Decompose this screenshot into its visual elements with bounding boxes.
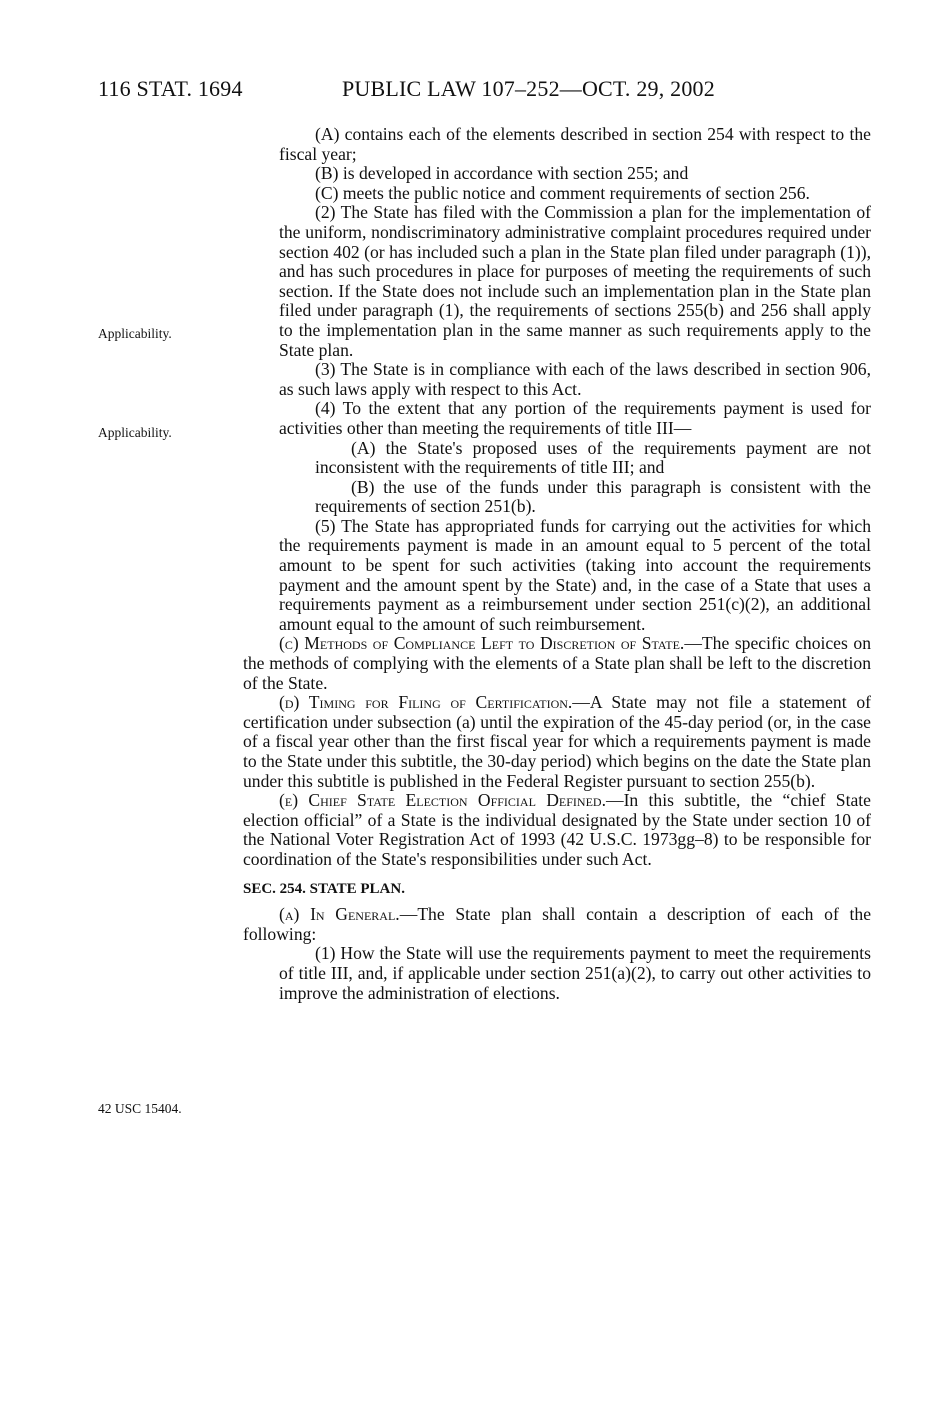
margin-note-applicability-2: Applicability. xyxy=(98,425,172,440)
statute-body xyxy=(243,125,871,1003)
margin-note-usc: 42 USC 15404. xyxy=(98,1101,182,1116)
section-254-heading: SEC. 254. STATE PLAN. xyxy=(243,880,405,897)
paragraph-a-contains: (A) contains each of the elements described in section 254 with respect to the fiscal year; xyxy=(279,124,871,164)
paragraph-a1-use-of-payment: (1) How the State will use the requirements payment to meet the requirements of title III, and, if applicable under section 251(a)(2), to carry out other activities to improve the administration of elections. xyxy=(279,943,871,1003)
paragraph-2-complaint-procedures: (2) The State has filed with the Commission a plan for the implementation of the uniform, nondiscriminatory administrative complaint procedures required under section 402 (or has included such a plan in the State plan filed under paragraph (1)), and has such procedures in place for purposes of meeting the requirements of such section. If the State does not include such an implementation plan in the State plan filed under paragraph (1), the requirements of sections 255(b) and 256 shall apply to the implementation plan in the same manner as such requirements apply to the State plan. xyxy=(279,202,871,360)
paragraph-3-compliance: (3) The State is in compliance with each of the laws described in section 906, as such laws apply with respect to this Act. xyxy=(279,359,871,399)
subsection-e-text: In this subtitle, the “chief State election official” of a State is the individual designated by the State under section 10 of the National Voter Registration Act of 1993 (42 U.S.C. 1973gg–8) to be responsible for coordination of the State's responsibilities under such Act. xyxy=(243,790,871,869)
subsection-d-text: A State may not file a statement of certification under subsection (a) until the expiration of the 45-day period (or, in the case of a fiscal year other than the first fiscal year for which a requirements payment is made to the State under this subtitle, the 30-day period) which begins on the date the State plan under this subtitle is published in the Federal Register pursuant to section 255(b). xyxy=(243,692,871,791)
paragraph-4-other-activities: (4) To the extent that any portion of the requirements payment is used for activities other than meeting the requirements of title III— xyxy=(279,398,871,438)
subsection-a xyxy=(243,905,871,944)
subsection-c-heading: (c) Methods of Compliance Left to Discretion of State.— xyxy=(279,633,702,654)
subsection-a-heading: (a) In General.— xyxy=(279,904,418,925)
margin-note-applicability-1: Applicability. xyxy=(98,326,172,341)
subsection-d xyxy=(243,693,871,791)
paragraph-4a-proposed-uses: (A) the State's proposed uses of the requirements payment are not inconsistent with the requirements of title III; and xyxy=(315,437,871,478)
paragraph-b-developed: (B) is developed in accordance with section 255; and xyxy=(315,163,689,184)
subsection-c-text: The specific choices on the methods of complying with the elements of a State plan shall be left to the discretion of the State. xyxy=(243,633,871,693)
stat-page-number: 116 STAT. 1694 xyxy=(98,76,243,101)
paragraph-4b-use-of-funds: (B) the use of the funds under this paragraph is consistent with the requirements of section 251(b). xyxy=(315,476,871,517)
subsection-e-heading: (e) Chief State Election Official Defined.— xyxy=(279,790,624,811)
subsection-c xyxy=(243,634,871,693)
subsection-a-text: The State plan shall contain a description of each of the following: xyxy=(243,904,871,944)
public-law-title: PUBLIC LAW 107–252—OCT. 29, 2002 xyxy=(342,76,715,101)
paragraph-5-appropriated-funds: (5) The State has appropriated funds for carrying out the activities for which the requirements payment is made in an amount equal to 5 percent of the total amount to be spent for such activities (taking into account the requirements payment and the amount spent by the State) and, in the case of a State that uses a requirements payment as a reimbursement under section 251(c)(2), an additional amount equal to the amount of such reimbursement. xyxy=(279,515,871,634)
paragraph-c-meets: (C) meets the public notice and comment requirements of section 256. xyxy=(315,182,810,203)
subsection-e xyxy=(243,791,871,869)
subsection-d-heading: (d) Timing for Filing of Certification.— xyxy=(279,692,590,713)
